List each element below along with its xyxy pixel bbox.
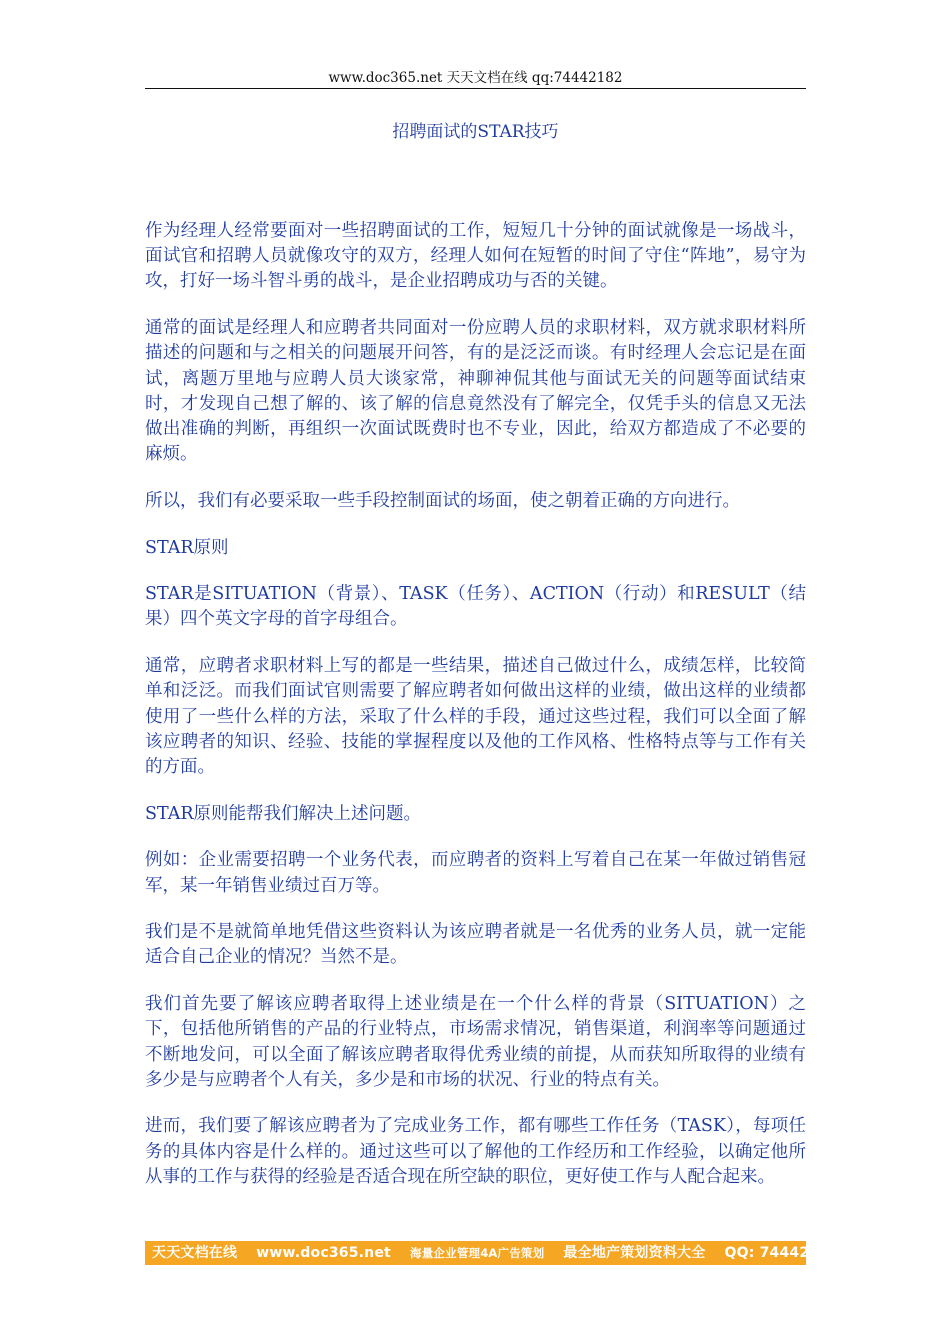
document-body <box>145 219 806 1212</box>
page-header: www.doc365.net 天天文档在线 qq:74442182 <box>328 70 623 86</box>
paragraph: 通常，应聘者求职材料上写的都是一些结果，描述自己做过什么，成绩怎样，比较简单和泛泛。而我们面试官则需要了解应聘者如何做出这样的业绩，做出这样的业绩都使用了一些什么样的方法，采取了什么样的手段，通过这些过程，我们可以全面了解该应聘者的知识、经验、技能的掌握程度以及他的工作风格、性格特点等与工作有关的方面。 <box>145 656 806 777</box>
paragraph: 作为经理人经常要面对一些招聘面试的工作，短短几十分钟的面试就像是一场战斗，面试官和招聘人员就像攻守的双方，经理人如何在短暂的时间了守住“阵地”，易守为攻，打好一场斗智斗勇的战斗，是企业招聘成功与否的关键。 <box>145 221 806 292</box>
footer-qq: QQ: 744421982 <box>724 1245 850 1261</box>
paragraph: 我们是不是就简单地凭借这些资料认为该应聘者就是一名优秀的业务人员，就一定能适合自己企业的情况？当然不是。 <box>145 922 806 968</box>
header-divider <box>145 88 806 89</box>
paragraph: 进而，我们要了解该应聘者为了完成业务工作，都有哪些工作任务（TASK），每项任务的具体内容是什么样的。通过这些可以了解他的工作经历和工作经验，以确定他所从事的工作与获得的经验是否适合现在所空缺的职位，更好使工作与人配合起来。 <box>145 1116 806 1187</box>
paragraph: STAR原则能帮我们解决上述问题。 <box>145 803 422 824</box>
paragraph: 通常的面试是经理人和应聘者共同面对一份应聘人员的求职材料，双方就求职材料所描述的问题和与之相关的问题展开问答，有的是泛泛而谈。有时经理人会忘记是在面试，离题万里地与应聘人员大谈家常，神聊神侃其他与面试无关的问题等面试结束时，才发现自己想了解的、该了解的信息竟然没有了解完全，仅凭手头的信息又无法做出准确的判断，再组织一次面试既费时也不专业，因此，给双方都造成了不必要的麻烦。 <box>145 318 806 465</box>
section-heading: STAR原则 <box>145 537 229 558</box>
footer-slogan-ads: 海量企业管理4A广告策划 <box>410 1246 545 1260</box>
document-title: 招聘面试的STAR技巧 <box>392 122 559 142</box>
footer-site-name: 天天文档在线 <box>152 1245 238 1261</box>
footer-url[interactable]: www.doc365.net <box>256 1245 391 1261</box>
paragraph: 例如：企业需要招聘一个业务代表，而应聘者的资料上写着自己在某一年做过销售冠军，某一年销售业绩过百万等。 <box>145 850 806 896</box>
paragraph: 所以，我们有必要采取一些手段控制面试的场面，使之朝着正确的方向进行。 <box>145 490 740 511</box>
paragraph: STAR是SITUATION（背景）、TASK（任务）、ACTION（行动）和RESULT（结果）四个英文字母的首字母组合。 <box>145 584 806 630</box>
footer-slogan-realestate: 最全地产策划资料大全 <box>563 1245 706 1261</box>
paragraph: 我们首先要了解该应聘者取得上述业绩是在一个什么样的背景（SITUATION）之下，包括他所销售的产品的行业特点，市场需求情况，销售渠道，利润率等问题通过不断地发问，可以全面了解该应聘者取得优秀业绩的前提，从而获知所取得的业绩有多少是与应聘者个人有关，多少是和市场的状况、行业的特点有关。 <box>145 994 806 1090</box>
footer-banner <box>145 1241 850 1265</box>
